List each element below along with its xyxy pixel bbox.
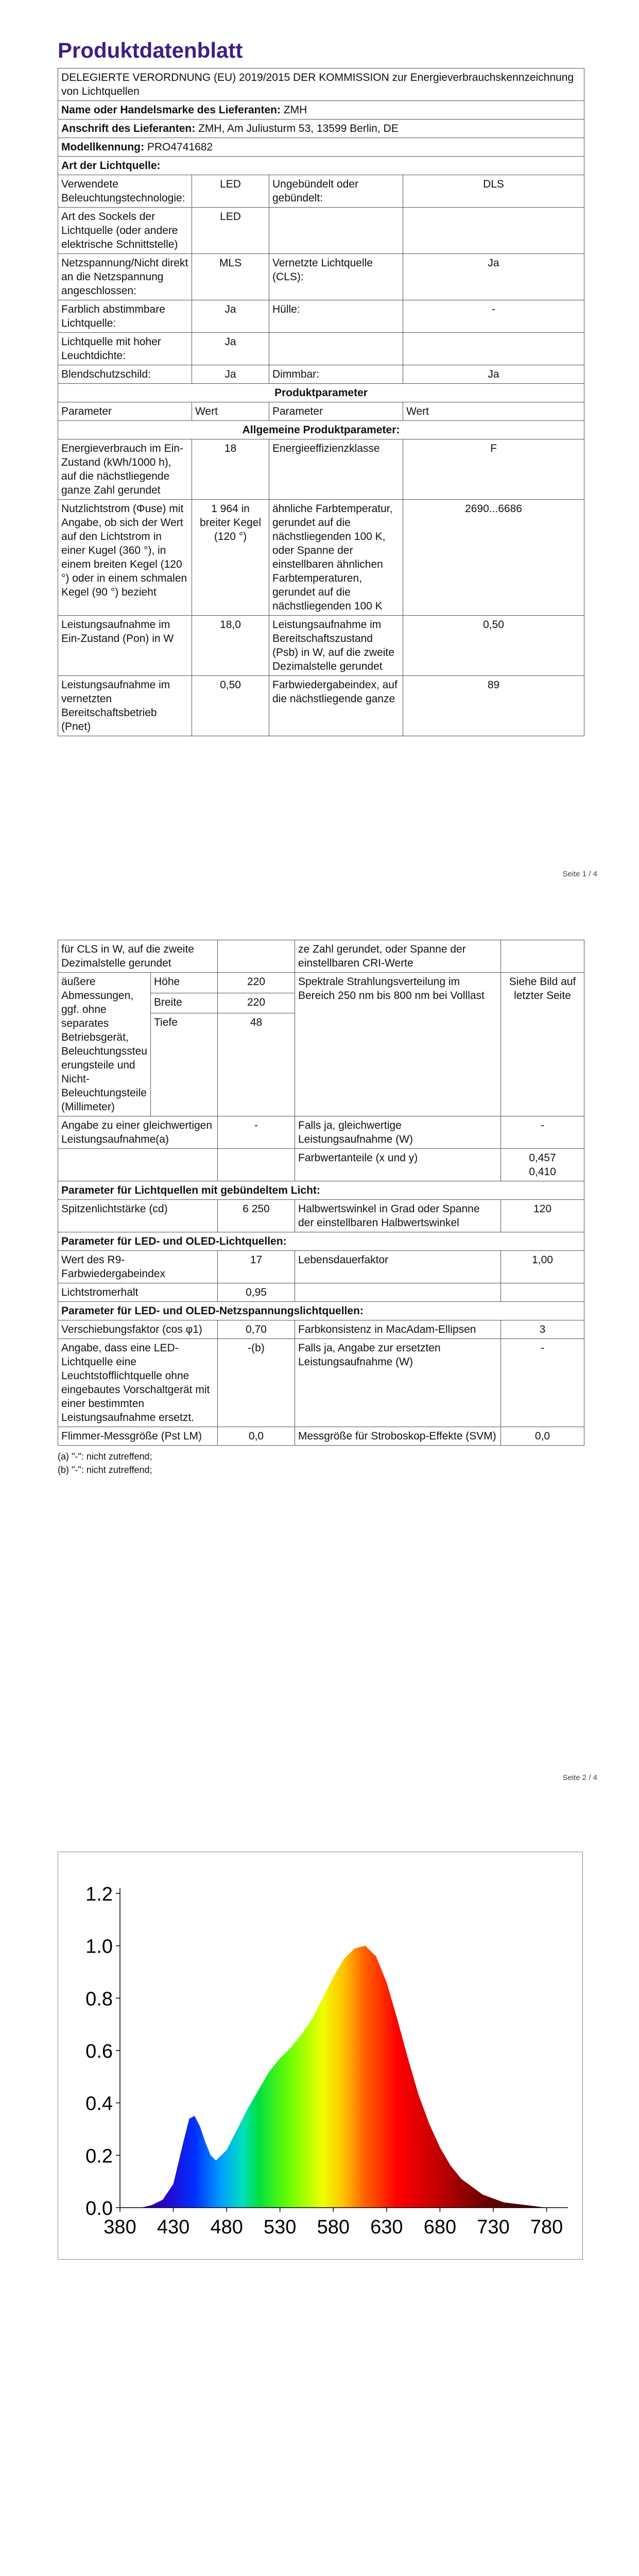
table-row bbox=[58, 439, 584, 500]
param-label: Energieverbrauch im Ein-Zustand (kWh/1000 h), auf die nächstliegende ganze Zahl gerundet bbox=[58, 439, 192, 500]
param-label: Angabe, dass eine LED-Lichtquelle eine Leuchtstofflichtquelle ohne eingebautes Vorschaltgerät mit einer bestimmten Leistungsaufnahme ersetzt. bbox=[58, 1339, 218, 1427]
param-label: Farbkonsistenz in MacAdam-Ellipsen bbox=[295, 1320, 501, 1339]
regulation-text: DELEGIERTE VERORDNUNG (EU) 2019/2015 DER KOMMISSION zur Energieverbrauchskennzeichnung von Lichtquellen bbox=[58, 69, 584, 101]
table-row bbox=[58, 300, 584, 333]
x-tick-label: 630 bbox=[370, 2216, 403, 2238]
param-value: 18,0 bbox=[192, 616, 269, 676]
table-row bbox=[58, 208, 584, 254]
param-value: 6 250 bbox=[218, 1200, 295, 1232]
dimensions-row bbox=[58, 973, 584, 993]
dim-depth-label: Tiefe bbox=[151, 1013, 218, 1116]
table-row bbox=[58, 1427, 584, 1446]
param-value: 3 bbox=[501, 1320, 584, 1339]
param-value bbox=[403, 208, 584, 254]
param-label: Nutzlichtstrom (Φuse) mit Angabe, ob sich der Wert auf den Lichtstrom in einer Kugel (360 °), in einem breiten Kegel (120 °) oder in einem schmalen Kegel (90 °) bezieht bbox=[58, 500, 192, 616]
table-row bbox=[58, 676, 584, 736]
x-tick-label: 530 bbox=[264, 2216, 297, 2238]
param-value: 17 bbox=[218, 1251, 295, 1283]
param-label: Netzspannung/Nicht direkt an die Netzspannung angeschlossen: bbox=[58, 254, 192, 300]
param-value: - bbox=[501, 1339, 584, 1427]
datasheet-page-1 bbox=[58, 36, 584, 736]
supplier-address-value: ZMH, Am Juliusturm 53, 13599 Berlin, DE bbox=[198, 123, 399, 134]
param-value: MLS bbox=[192, 254, 269, 300]
lightsource-type-label: Art der Lichtquelle: bbox=[58, 157, 584, 175]
param-label: Leistungsaufnahme im Bereitschaftszustand (Psb) in W, auf die zweite Dezimalstelle gerundet bbox=[269, 616, 403, 676]
table-row bbox=[58, 1149, 584, 1181]
param-label: Dimmbar: bbox=[269, 365, 403, 384]
table-row bbox=[58, 333, 584, 365]
param-value: - bbox=[501, 1116, 584, 1149]
param-label: Leistungsaufnahme im vernetzten Bereitschaftsbetrieb (Pnet) bbox=[58, 676, 192, 736]
table-row bbox=[58, 254, 584, 300]
param-value: Ja bbox=[192, 365, 269, 384]
param-label: Spitzenlichtstärke (cd) bbox=[58, 1200, 218, 1232]
section-header-row bbox=[58, 1302, 584, 1320]
x-tick-label: 680 bbox=[423, 2216, 457, 2238]
product-params-header: Produktparameter bbox=[58, 384, 584, 402]
param-value: F bbox=[403, 439, 584, 500]
table-row bbox=[58, 1200, 584, 1232]
model-value: PRO4741682 bbox=[147, 141, 213, 153]
x-tick-label: 780 bbox=[530, 2216, 563, 2238]
supplier-address-row bbox=[58, 120, 584, 138]
param-value: Ja bbox=[403, 365, 584, 384]
dim-height-label: Höhe bbox=[151, 973, 218, 993]
table-row bbox=[58, 1320, 584, 1339]
model-label: Modellkennung: bbox=[61, 141, 144, 153]
y-tick-label: 0.0 bbox=[85, 2198, 113, 2219]
param-label: Lichtstromerhalt bbox=[58, 1283, 218, 1302]
directional-header: Parameter für Lichtquellen mit gebündeltem Licht: bbox=[58, 1181, 584, 1200]
param-label: für CLS in W, auf die zweite Dezimalstelle gerundet bbox=[58, 940, 218, 973]
param-value: Ja bbox=[403, 254, 584, 300]
param-label bbox=[58, 1149, 218, 1181]
param-label: Farblich abstimmbare Lichtquelle: bbox=[58, 300, 192, 333]
led-mains-header: Parameter für LED- und OLED-Netzspannungslichtquellen: bbox=[58, 1302, 584, 1320]
section-header-row bbox=[58, 384, 584, 402]
supplier-name-row bbox=[58, 101, 584, 120]
regulation-row bbox=[58, 69, 584, 101]
param-label: Blendschutzschild: bbox=[58, 365, 192, 384]
param-value: LED bbox=[192, 175, 269, 208]
x-tick-label: 480 bbox=[210, 2216, 243, 2238]
param-value: 18 bbox=[192, 439, 269, 500]
dim-width-value: 220 bbox=[218, 993, 295, 1013]
x-tick-label: 580 bbox=[317, 2216, 350, 2238]
param-value: 2690...6686 bbox=[403, 500, 584, 616]
param-label bbox=[269, 208, 403, 254]
param-label: Falls ja, gleichwertige Leistungsaufnahme (W) bbox=[295, 1116, 501, 1149]
param-value: - bbox=[403, 300, 584, 333]
param-label: Messgröße für Stroboskop-Effekte (SVM) bbox=[295, 1427, 501, 1446]
supplier-name-value: ZMH bbox=[283, 104, 307, 116]
param-label: Farbwiedergabeindex, auf die nächstliegende ganze bbox=[269, 676, 403, 736]
supplier-name-label: Name oder Handelsmarke des Lieferanten: bbox=[61, 104, 281, 116]
param-value bbox=[501, 940, 584, 973]
param-label: Vernetzte Lichtquelle (CLS): bbox=[269, 254, 403, 300]
param-value: 0,0 bbox=[501, 1427, 584, 1446]
spd-label: Spektrale Strahlungsverteilung im Bereich 250 nm bis 800 nm bei Volllast bbox=[295, 973, 501, 1116]
param-value: LED bbox=[192, 208, 269, 254]
table-row bbox=[58, 365, 584, 384]
col-param-header: Parameter bbox=[269, 402, 403, 421]
param-label: Falls ja, Angabe zur ersetzten Leistungsaufnahme (W) bbox=[295, 1339, 501, 1427]
dimensions-label: äußere Abmessungen, ggf. ohne separates Betriebsgerät, Beleuchtungssteuerungsteile und Nicht-Beleuchtungsteile (Millimeter) bbox=[58, 973, 151, 1116]
param-label: Art des Sockels der Lichtquelle (oder andere elektrische Schnittstelle) bbox=[58, 208, 192, 254]
table-row bbox=[58, 616, 584, 676]
table-row bbox=[58, 500, 584, 616]
y-tick-label: 0.4 bbox=[85, 2093, 113, 2115]
param-value: 1,00 bbox=[501, 1251, 584, 1283]
param-label: Wert des R9-Farbwiedergabeindex bbox=[58, 1251, 218, 1283]
param-label: Leistungsaufnahme im Ein-Zustand (Pon) in W bbox=[58, 616, 192, 676]
lightsource-type-row bbox=[58, 157, 584, 175]
param-label bbox=[269, 333, 403, 365]
page-number: Seite 2 / 4 bbox=[562, 1773, 597, 1782]
param-value: - bbox=[218, 1116, 295, 1149]
table-row bbox=[58, 1251, 584, 1283]
page-3 bbox=[0, 1807, 639, 2576]
param-value: 89 bbox=[403, 676, 584, 736]
table-row bbox=[58, 175, 584, 208]
spectrum-chart bbox=[58, 1852, 582, 2259]
footnote: (b) "-": nicht zutreffend; bbox=[58, 1465, 152, 1475]
param-value bbox=[218, 1149, 295, 1181]
header-table bbox=[58, 68, 584, 736]
y-tick-label: 0.2 bbox=[85, 2145, 113, 2167]
param-label bbox=[295, 1283, 501, 1302]
col-value-header: Wert bbox=[192, 402, 269, 421]
table-row bbox=[58, 1283, 584, 1302]
param-value: Ja bbox=[192, 300, 269, 333]
param-value: 0,50 bbox=[192, 676, 269, 736]
y-tick-label: 1.0 bbox=[85, 1936, 113, 1958]
param-value: Ja bbox=[192, 333, 269, 365]
param-value bbox=[501, 1283, 584, 1302]
section-header-row bbox=[58, 421, 584, 439]
param-value: 0,50 bbox=[403, 616, 584, 676]
section-header-row bbox=[58, 1232, 584, 1251]
page-2 bbox=[0, 904, 639, 1807]
footnote: (a) "-": nicht zutreffend; bbox=[58, 1451, 152, 1462]
dim-height-value: 220 bbox=[218, 973, 295, 993]
page-1 bbox=[0, 0, 639, 904]
param-label: Hülle: bbox=[269, 300, 403, 333]
param-value: 0,70 bbox=[218, 1320, 295, 1339]
col-value-header: Wert bbox=[403, 402, 584, 421]
param-value: DLS bbox=[403, 175, 584, 208]
spectrum-area bbox=[120, 1946, 568, 2208]
spectrum-chart-frame bbox=[58, 1852, 583, 2260]
x-tick-label: 730 bbox=[477, 2216, 510, 2238]
param-label: Verwendete Beleuchtungstechnologie: bbox=[58, 175, 192, 208]
column-header-row bbox=[58, 402, 584, 421]
page-title: Produktdatenblatt bbox=[58, 38, 243, 62]
param-label: Energieeffizienzklasse bbox=[269, 439, 403, 500]
supplier-address-label: Anschrift des Lieferanten: bbox=[61, 123, 196, 134]
general-params-header: Allgemeine Produktparameter: bbox=[58, 421, 584, 439]
param-value bbox=[403, 333, 584, 365]
x-tick-label: 380 bbox=[103, 2216, 136, 2238]
param-label: Ungebündelt oder gebündelt: bbox=[269, 175, 403, 208]
param-value bbox=[218, 940, 295, 973]
led-oled-header: Parameter für LED- und OLED-Lichtquellen: bbox=[58, 1232, 584, 1251]
datasheet-page-2 bbox=[58, 940, 584, 1477]
param-label: Angabe zu einer gleichwertigen Leistungsaufnahme(a) bbox=[58, 1116, 218, 1149]
param-label: ze Zahl gerundet, oder Spanne der einstellbaren CRI-Werte bbox=[295, 940, 501, 973]
param-label: Verschiebungsfaktor (cos φ1) bbox=[58, 1320, 218, 1339]
param-value: 0,457 0,410 bbox=[501, 1149, 584, 1181]
dim-width-label: Breite bbox=[151, 993, 218, 1013]
param-value: 0,95 bbox=[218, 1283, 295, 1302]
section-header-row bbox=[58, 1181, 584, 1200]
dim-depth-value: 48 bbox=[218, 1013, 295, 1116]
param-value: 1 964 in breiter Kegel (120 °) bbox=[192, 500, 269, 616]
y-tick-label: 1.2 bbox=[85, 1884, 113, 1905]
col-param-header: Parameter bbox=[58, 402, 192, 421]
param-label: Farbwertanteile (x und y) bbox=[295, 1149, 501, 1181]
page-number: Seite 1 / 4 bbox=[562, 870, 597, 878]
table-row bbox=[58, 940, 584, 973]
spd-value: Siehe Bild auf letzter Seite bbox=[501, 973, 584, 1116]
param-label: Lichtquelle mit hoher Leuchtdichte: bbox=[58, 333, 192, 365]
y-tick-label: 0.6 bbox=[85, 2041, 113, 2062]
table-row bbox=[58, 1116, 584, 1149]
param-value: 0,0 bbox=[218, 1427, 295, 1446]
table-row bbox=[58, 1339, 584, 1427]
param-label: ähnliche Farbtemperatur, gerundet auf die nächstliegenden 100 K, oder Spanne der einstellbaren ähnlichen Farbtemperaturen, gerundet auf die nächstliegenden 100 K bbox=[269, 500, 403, 616]
param-value: 120 bbox=[501, 1200, 584, 1232]
param-label: Lebensdauerfaktor bbox=[295, 1251, 501, 1283]
param-label: Halbwertswinkel in Grad oder Spanne der einstellbaren Halbwertswinkel bbox=[295, 1200, 501, 1232]
params-table-continued bbox=[58, 940, 584, 1446]
model-row bbox=[58, 138, 584, 157]
param-value: -(b) bbox=[218, 1339, 295, 1427]
y-tick-label: 0.8 bbox=[85, 1988, 113, 2010]
x-tick-label: 430 bbox=[157, 2216, 190, 2238]
param-label: Flimmer-Messgröße (Pst LM) bbox=[58, 1427, 218, 1446]
